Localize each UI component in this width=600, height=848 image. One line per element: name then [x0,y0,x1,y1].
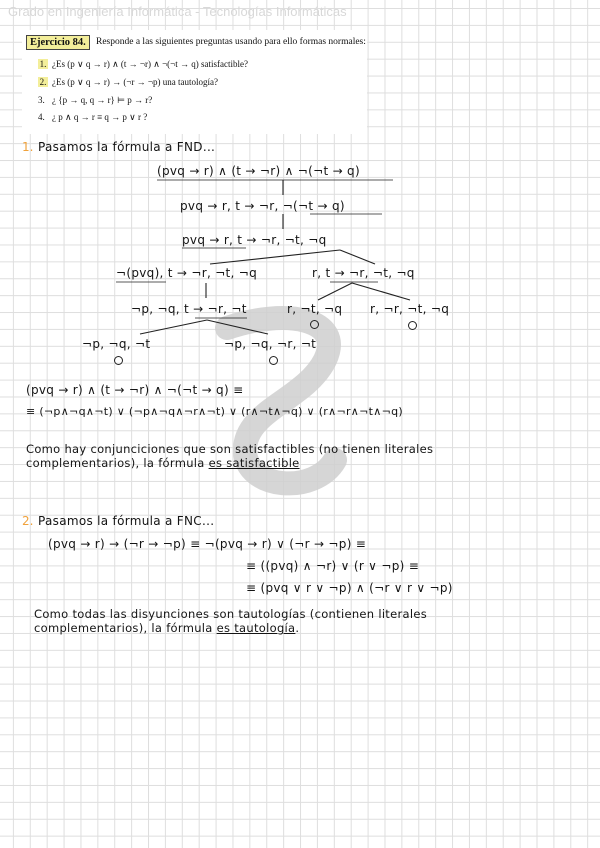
fnd-result: ≡ (¬p∧¬q∧¬t) ∨ (¬p∧¬q∧¬r∧¬t) ∨ (r∧¬t∧¬q) ∨ (r∧¬r∧¬t∧¬q) [26,405,404,418]
tree-node-4a: ¬p, ¬q, t → ¬r, ¬t [131,302,247,316]
question-text: ¿Es (p ∨ q → r) → (¬r → ¬p) una tautología? [52,77,218,87]
tree-node-root: (pvq → r) ∧ (t → ¬r) ∧ ¬(¬t → q) [157,164,360,178]
tree-node-2: pvq → r, t → ¬r, ¬t, ¬q [182,233,327,247]
question-number: 4. [38,112,45,122]
section1-conclusion-line2 [26,456,300,470]
exercise-label: Ejercicio 84. [26,35,90,50]
question-number: 1. [39,59,47,69]
exercise-statement: Responde a las siguientes preguntas usando para ello formas normales: [96,37,366,47]
question-text: ¿ p ∧ q → r ≡ q → p ∨ r ? [52,112,148,122]
conclusion-highlight: es satisfactible [208,456,300,470]
branch-line [340,250,375,264]
question-text: ¿Es (p ∨ q → r) ∧ (t → ¬r) ∧ ¬(¬t → q) satisfactible? [52,59,248,69]
course-header: Grado en Ingeniería Informática - Tecnologías Informáticas [8,4,347,19]
question-text: ¿ {p → q, q → r} ⊨ p → r? [52,95,153,105]
tree-node-4c: r, ¬r, ¬t, ¬q [370,302,450,316]
branch-line [210,250,340,264]
question-number: 3. [38,95,45,105]
tree-node-5a: ¬p, ¬q, ¬t [82,337,151,351]
question-number: 2. [39,77,47,87]
section2-number: 2. [22,514,34,528]
section2-conclusion-line2 [34,621,299,635]
fnc-line-3: ≡ (pvq ∨ r ∨ ¬p) ∧ (¬r ∨ r ∨ ¬p) [246,581,453,595]
branch-line [318,283,352,300]
section2-conclusion-line1: Como todas las disyunciones son tautologías (contienen literales [34,607,428,621]
tree-node-4b: r, ¬t, ¬q [287,302,343,316]
conclusion-text: complementarios), la fórmula [26,456,209,470]
branch-line [140,320,207,334]
conclusion-period: . [295,621,300,635]
tree-node-5b: ¬p, ¬q, ¬r, ¬t [224,337,317,351]
section1-number: 1. [22,140,34,154]
section1-title: Pasamos la fórmula a FND... [38,140,216,154]
section1-conclusion-line1: Como hay conjunciciones que son satisfactibles (no tienen literales [26,442,434,456]
tree-node-3b: r, t → ¬r, ¬t, ¬q [312,266,415,280]
fnc-line-1: (pvq → r) → (¬r → ¬p) ≡ ¬(pvq → r) ∨ (¬r → ¬p) ≡ [48,537,367,551]
tree-node-1: pvq → r, t → ¬r, ¬(¬t → q) [180,199,345,213]
fnd-formula: (pvq → r) ∧ (t → ¬r) ∧ ¬(¬t → q) ≡ [26,383,244,397]
conclusion-text: complementarios), la fórmula [34,621,217,635]
section2-title: Pasamos la fórmula a FNC... [38,514,215,528]
conclusion-highlight: es tautología [216,621,296,635]
tree-node-3a: ¬(pvq), t → ¬r, ¬t, ¬q [116,266,258,280]
branch-line [352,283,410,300]
branch-line [207,320,268,334]
fnc-line-2: ≡ ((pvq) ∧ ¬r) ∨ (r ∨ ¬p) ≡ [246,559,420,573]
